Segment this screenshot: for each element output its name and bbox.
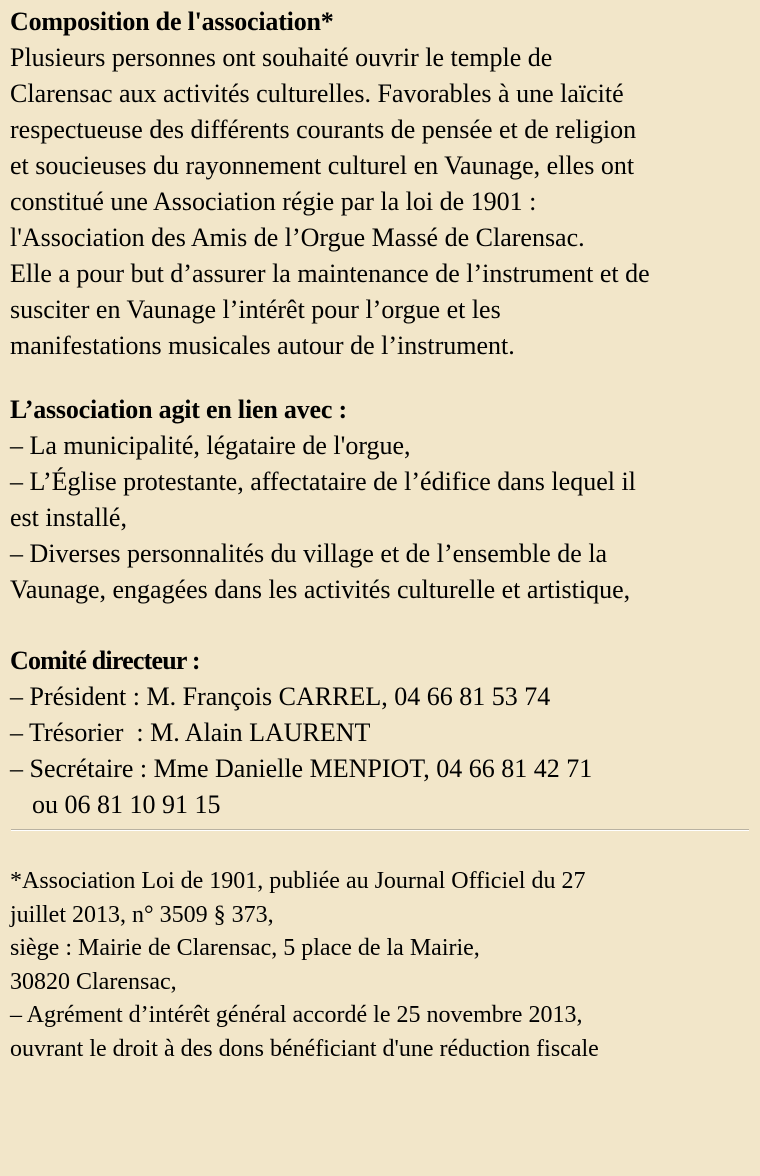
committee-section — [10, 643, 750, 823]
partner-line: – L’Église protestante, affectataire de l’édifice dans lequel il — [10, 467, 636, 496]
treasurer-line: – Trésorier : M. Alain LAURENT — [10, 718, 371, 747]
composition-line: respectueuse des différents courants de pensée et de religion — [10, 115, 637, 144]
composition-line: l'Association des Amis de l’Orgue Massé de Clarensac. — [10, 223, 585, 252]
spacer — [10, 608, 750, 643]
partners-section — [10, 392, 750, 608]
partners-list — [10, 428, 750, 608]
composition-line: et soucieuses du rayonnement culturel en Vaunage, elles ont — [10, 151, 635, 180]
composition-paragraph — [10, 40, 750, 364]
composition-section — [10, 4, 750, 364]
footnote-line: juillet 2013, n° 3509 § 373, — [10, 901, 274, 928]
footnote-line: – Agrément d’intérêt général accordé le 25 novembre 2013, — [10, 1002, 583, 1028]
footnote-line: 30820 Clarensac, — [10, 968, 177, 995]
composition-line: Clarensac aux activités culturelles. Favorables à une laïcité — [10, 79, 624, 108]
partner-line: – La municipalité, légataire de l'orgue, — [10, 431, 411, 460]
partner-line: Vaunage, engagées dans les activités culturelle et artistique, — [10, 575, 631, 604]
composition-line: Plusieurs personnes ont souhaité ouvrir le temple de — [10, 43, 553, 72]
divider — [11, 829, 749, 831]
partner-line: est installé, — [10, 503, 127, 532]
spacer — [10, 364, 750, 392]
composition-line: susciter en Vaunage l’intérêt pour l’orgue et les — [10, 295, 501, 324]
partner-line: – Diverses personnalités du village et de l’ensemble de la — [10, 539, 608, 568]
footnote-line: ouvrant le droit à des dons bénéficiant d'une réduction fiscale — [10, 1035, 599, 1062]
committee-heading: Comité directeur : — [10, 646, 200, 675]
president-line: – Président : M. François CARREL, 04 66 81 53 74 — [10, 682, 551, 711]
footnote — [10, 865, 750, 1066]
composition-heading: Composition de l'association* — [10, 7, 334, 36]
secretary-alt-phone: ou 06 81 10 91 15 — [32, 790, 221, 819]
secretary-line: – Secrétaire : Mme Danielle MENPIOT, 04 66 81 42 71 — [10, 754, 593, 783]
footnote-line: siège : Mairie de Clarensac, 5 place de la Mairie, — [10, 935, 480, 961]
committee-list — [10, 679, 750, 823]
composition-line: Elle a pour but d’assurer la maintenance de l’instrument et de — [10, 259, 650, 288]
footnote-line: *Association Loi de 1901, publiée au Journal Officiel du 27 — [10, 868, 586, 894]
composition-line: manifestations musicales autour de l’instrument. — [10, 331, 515, 360]
partners-heading: L’association agit en lien avec : — [10, 395, 347, 424]
composition-line: constitué une Association régie par la loi de 1901 : — [10, 187, 537, 216]
